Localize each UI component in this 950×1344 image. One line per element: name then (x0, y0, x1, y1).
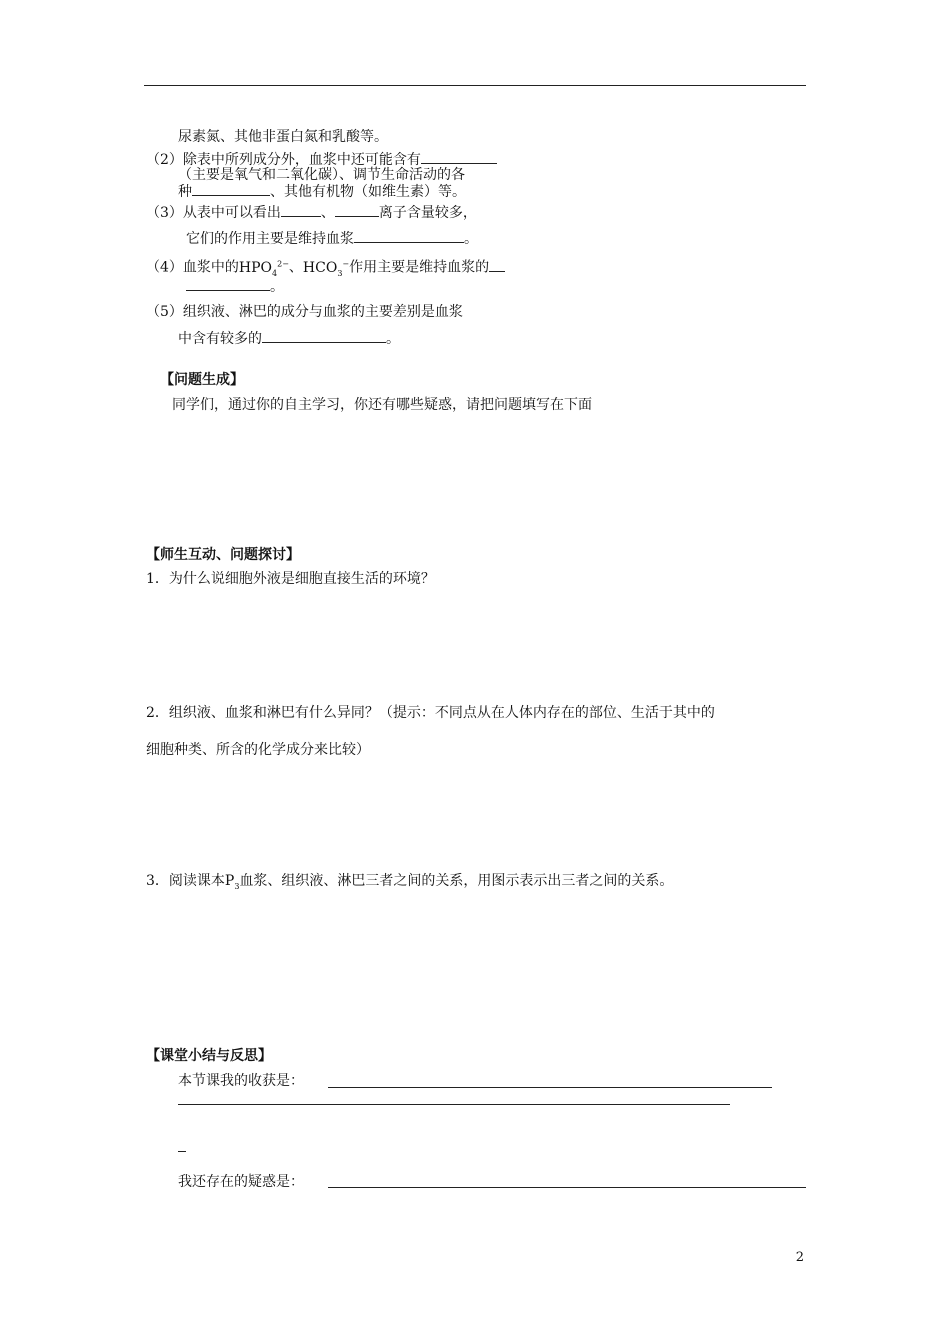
question-2-line-2: （主要是氧气和二氧化碳）、调节生命活动的各 (178, 167, 465, 183)
text: 种 (178, 184, 192, 200)
fill-blank[interactable] (281, 203, 321, 217)
text: 作用主要是维持血浆的 (349, 259, 490, 276)
text: 、 (288, 259, 303, 276)
discussion-question-1: 1．为什么说细胞外液是细胞直接生活的环境？ (146, 571, 435, 587)
text: HPO (238, 259, 273, 276)
text: （4）血浆中的 (146, 259, 239, 276)
text-line: 尿素氮、其他非蛋白氮和乳酸等。 (178, 129, 388, 145)
fill-blank[interactable] (192, 182, 270, 196)
question-5-line-1: （5）组织液、淋巴的成分与血浆的主要差别是血浆 (146, 304, 463, 320)
discussion-question-2-line-2: 细胞种类、所含的化学成分来比较） (146, 742, 370, 758)
fill-blank[interactable] (489, 258, 505, 272)
question-3-line-2 (186, 229, 478, 248)
fill-blank[interactable] (421, 150, 497, 164)
text: 3．阅读课本 (146, 873, 225, 889)
doubt-label: 我还存在的疑惑是： (178, 1174, 304, 1190)
discussion-question-3 (146, 872, 673, 896)
section-heading-problem: 【问题生成】 (160, 372, 244, 388)
text: 离子含量较多， (378, 205, 477, 221)
question-2-line-3 (178, 182, 466, 201)
hco3-formula (303, 260, 349, 276)
discussion-question-2-line-1: 2．组织液、血浆和淋巴有什么异同？（提示：不同点从在人体内存在的部位、生活于其中的 (146, 705, 715, 721)
subscript: 3 (234, 881, 240, 891)
fill-blank[interactable] (354, 229, 464, 243)
subscript: 4 (272, 268, 278, 278)
page-number: 2 (795, 1250, 804, 1265)
text: （2）除表中所列成分外，血浆中还可能含有 (146, 152, 421, 168)
gain-label: 本节课我的收获是： (178, 1073, 304, 1089)
question-4-line-2 (186, 277, 284, 296)
text: P (224, 873, 235, 889)
question-5-line-2 (178, 329, 400, 348)
fill-blank[interactable] (335, 203, 379, 217)
text: 血浆、组织液、淋巴三者之间的关系，用图示表示出三者之间的关系。 (239, 873, 674, 889)
gain-answer-line-2[interactable] (178, 1104, 730, 1105)
text: 。 (270, 279, 284, 295)
text: 、 (320, 205, 335, 221)
superscript: 2− (277, 259, 289, 268)
fill-blank[interactable] (186, 277, 270, 291)
text: 。 (464, 231, 478, 247)
problem-text: 同学们，通过你的自主学习，你还有哪些疑惑，请把问题填写在下面 (172, 397, 592, 413)
text: 它们的作用主要是维持血浆 (186, 231, 354, 247)
fill-blank[interactable] (262, 329, 386, 343)
superscript: − (342, 259, 350, 268)
hpo4-formula (239, 260, 289, 276)
gain-answer-line-1[interactable] (328, 1087, 772, 1088)
dash-mark (178, 1151, 186, 1152)
text: 中含有较多的 (178, 331, 262, 347)
section-heading-summary: 【课堂小结与反思】 (146, 1048, 272, 1064)
text: 。 (386, 331, 400, 347)
subscript: 3 (337, 268, 343, 278)
doubt-answer-line[interactable] (328, 1187, 806, 1188)
text: （3）从表中可以看出 (146, 205, 281, 221)
header-rule (144, 85, 806, 86)
question-3-line-1 (146, 203, 477, 222)
text: HCO (302, 259, 338, 276)
text: 、其他有机物（如维生素）等。 (270, 184, 466, 200)
section-heading-interaction: 【师生互动、问题探讨】 (146, 547, 300, 563)
